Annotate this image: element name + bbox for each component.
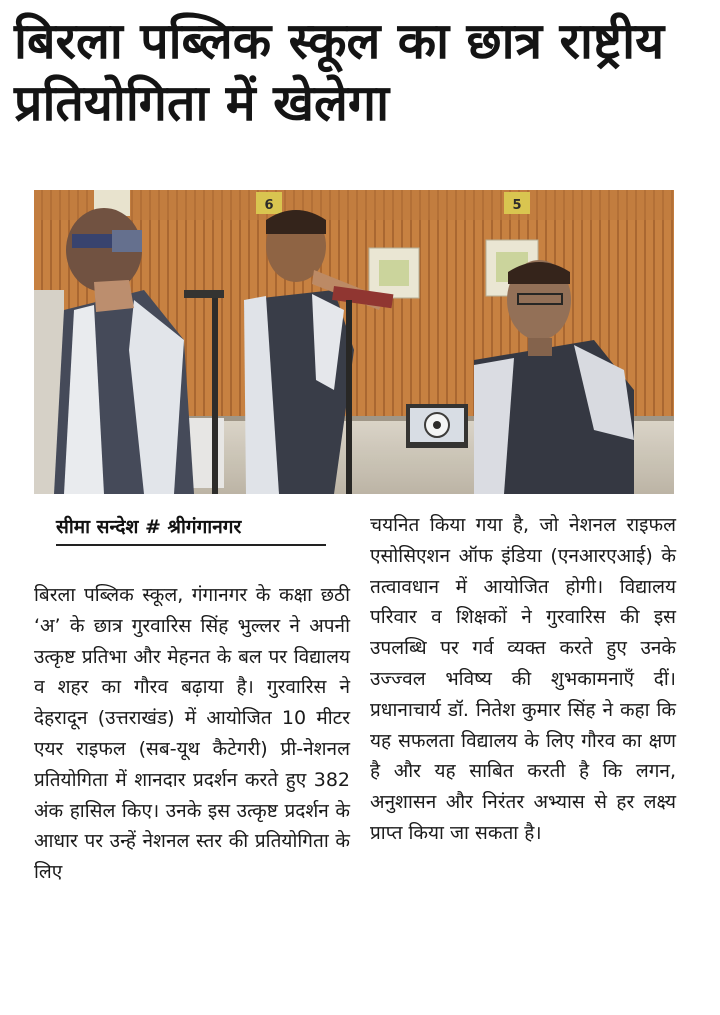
dateline: सीमा सन्देश # श्रीगंगानगर [56,514,326,546]
headline: बिरला पब्लिक स्कूल का छात्र राष्ट्रीय प्रतियोगिता में खेलेगा [14,12,665,132]
article-body-left-column: बिरला पब्लिक स्कूल, गंगानगर के कक्षा छठी ‘अ’ के छात्र गुरवारिस सिंह भुल्लर ने अपनी उत्कृष्ट प्रतिभा और मेहनत के बल पर विद्यालय व शहर का गौरव बढ़ाया है। गुरवारिस ने देहरादून (उत्तराखंड) में आयोजित 10 मीटर एयर राइफल (सब-यूथ कैटेगरी) प्री-नेशनल प्रतियोगिता में शानदार प्रदर्शन करते हुए 382 अंक हासिल किए। उनके इस उत्कृष्ट प्रदर्शन के आधार पर उन्हें नेशनल स्तर की प्रतियोगिता के लिए [34,584,350,884]
target-number-right: 5 [512,198,522,213]
target-number-left: 6 [264,198,274,213]
article-body-right-column: चयनित किया गया है, जो नेशनल राइफल एसोसिएशन ऑफ इंडिया (एनआरएआई) के तत्वावधान में आयोजित होगी। विद्यालय परिवार व शिक्षकों ने गुरवारिस की इस उपलब्धि पर गर्व व्यक्त करते हुए उनके उज्ज्वल भविष्य की शुभकामनाएँ दीं। प्रधानाचार्य डॉ. नितेश कुमार सिंह ने कहा कि यह सफलता विद्यालय के लिए गौरव का क्षण है और यह साबित करती है कि लगन, अनुशासन और निरंतर अभ्यास से हर लक्ष्य प्राप्त किया जा सकता है। [370,514,676,844]
news-photo [34,190,674,494]
